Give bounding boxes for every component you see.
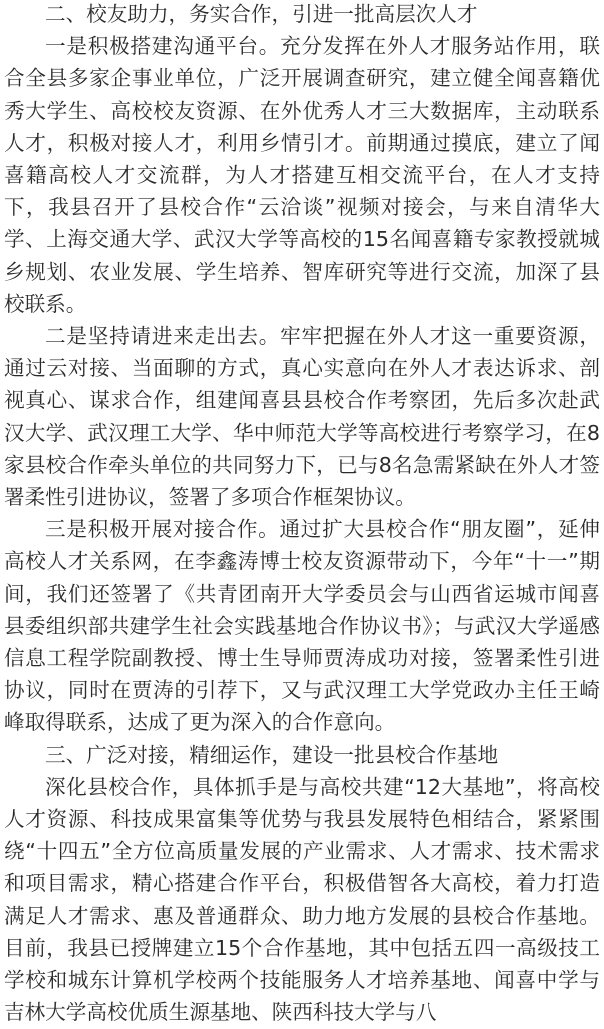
paragraph-bases: 深化县校合作，具体抓手是与高校共建“12大基地”，将高校人才资源、科技成果富集等优势与我县发展特色相结合，紧紧围绕“十四五”全方位高质量发展的产业需求、人才需求、技术需求和项目需求，精心搭建合作平台，积极借智各大高校，着力打造满足人才需求、惠及普通群众、助力地方发展的县校合作基地。目前，我县已授牌建立15个合作基地，其中包括五四一高级技工学校和城东计算机学校两个技能服务人才培养基地、闻喜中学与吉林大学高校优质生源基地、陕西科技大学与八 bbox=[4, 774, 600, 1025]
paragraph-cooperation: 三是积极开展对接合作。通过扩大县校合作“朋友圈”，延伸高校人才关系网，在李鑫涛博士校友资源带动下，今年“十一”期间，我们还签署了《共青团南开大学委员会与山西省运城市闻喜县委组织部共建学生社会实践基地合作协议书》；与武汉大学遥感信息工程学院副教授、博士生导师贾涛成功对接，签署柔性引进协议，同时在贾涛的引荐下，又与武汉理工大学党政办主任王崎峰取得联系，达成了更为深入的合作意向。 bbox=[4, 517, 600, 735]
section-heading-2: 二、校友助力，务实合作，引进一批高层次人才 bbox=[45, 2, 478, 26]
paragraph-invite: 二是坚持请进来走出去。牢牢把握在外人才这一重要资源，通过云对接、当面聊的方式，真心实意向在外人才表达诉求、剖视真心、谋求合作，组建闻喜县县校合作考察团，先后多次赴武汉大学、武汉理工大学、华中师范大学等高校进行考察学习，在8家县校合作牵头单位的共同努力下，已与8名急需紧缺在外人才签署柔性引进协议，签署了多项合作框架协议。 bbox=[4, 324, 600, 510]
article-body bbox=[4, 0, 600, 1029]
section-heading-3: 三、广泛对接，精细运作，建设一批县校合作基地 bbox=[45, 742, 499, 767]
paragraph-platform: 一是积极搭建沟通平台。充分发挥在外人才服务站作用，联合全县多家企事业单位，广泛开展调查研究，建立健全闻喜籍优秀大学生、高校校友资源、在外优秀人才三大数据库，主动联系人才，积极对接人才，利用乡情引才。前期通过摸底，建立了闻喜籍高校人才交流群，为人才搭建互相交流平台，在人才支持下，我县召开了县校合作“云洽谈”视频对接会，与来自清华大学、上海交通大学、武汉大学等高校的15名闻喜籍专家教授就城乡规划、农业发展、学生培养、智库研究等进行交流，加深了县校联系。 bbox=[4, 34, 600, 316]
